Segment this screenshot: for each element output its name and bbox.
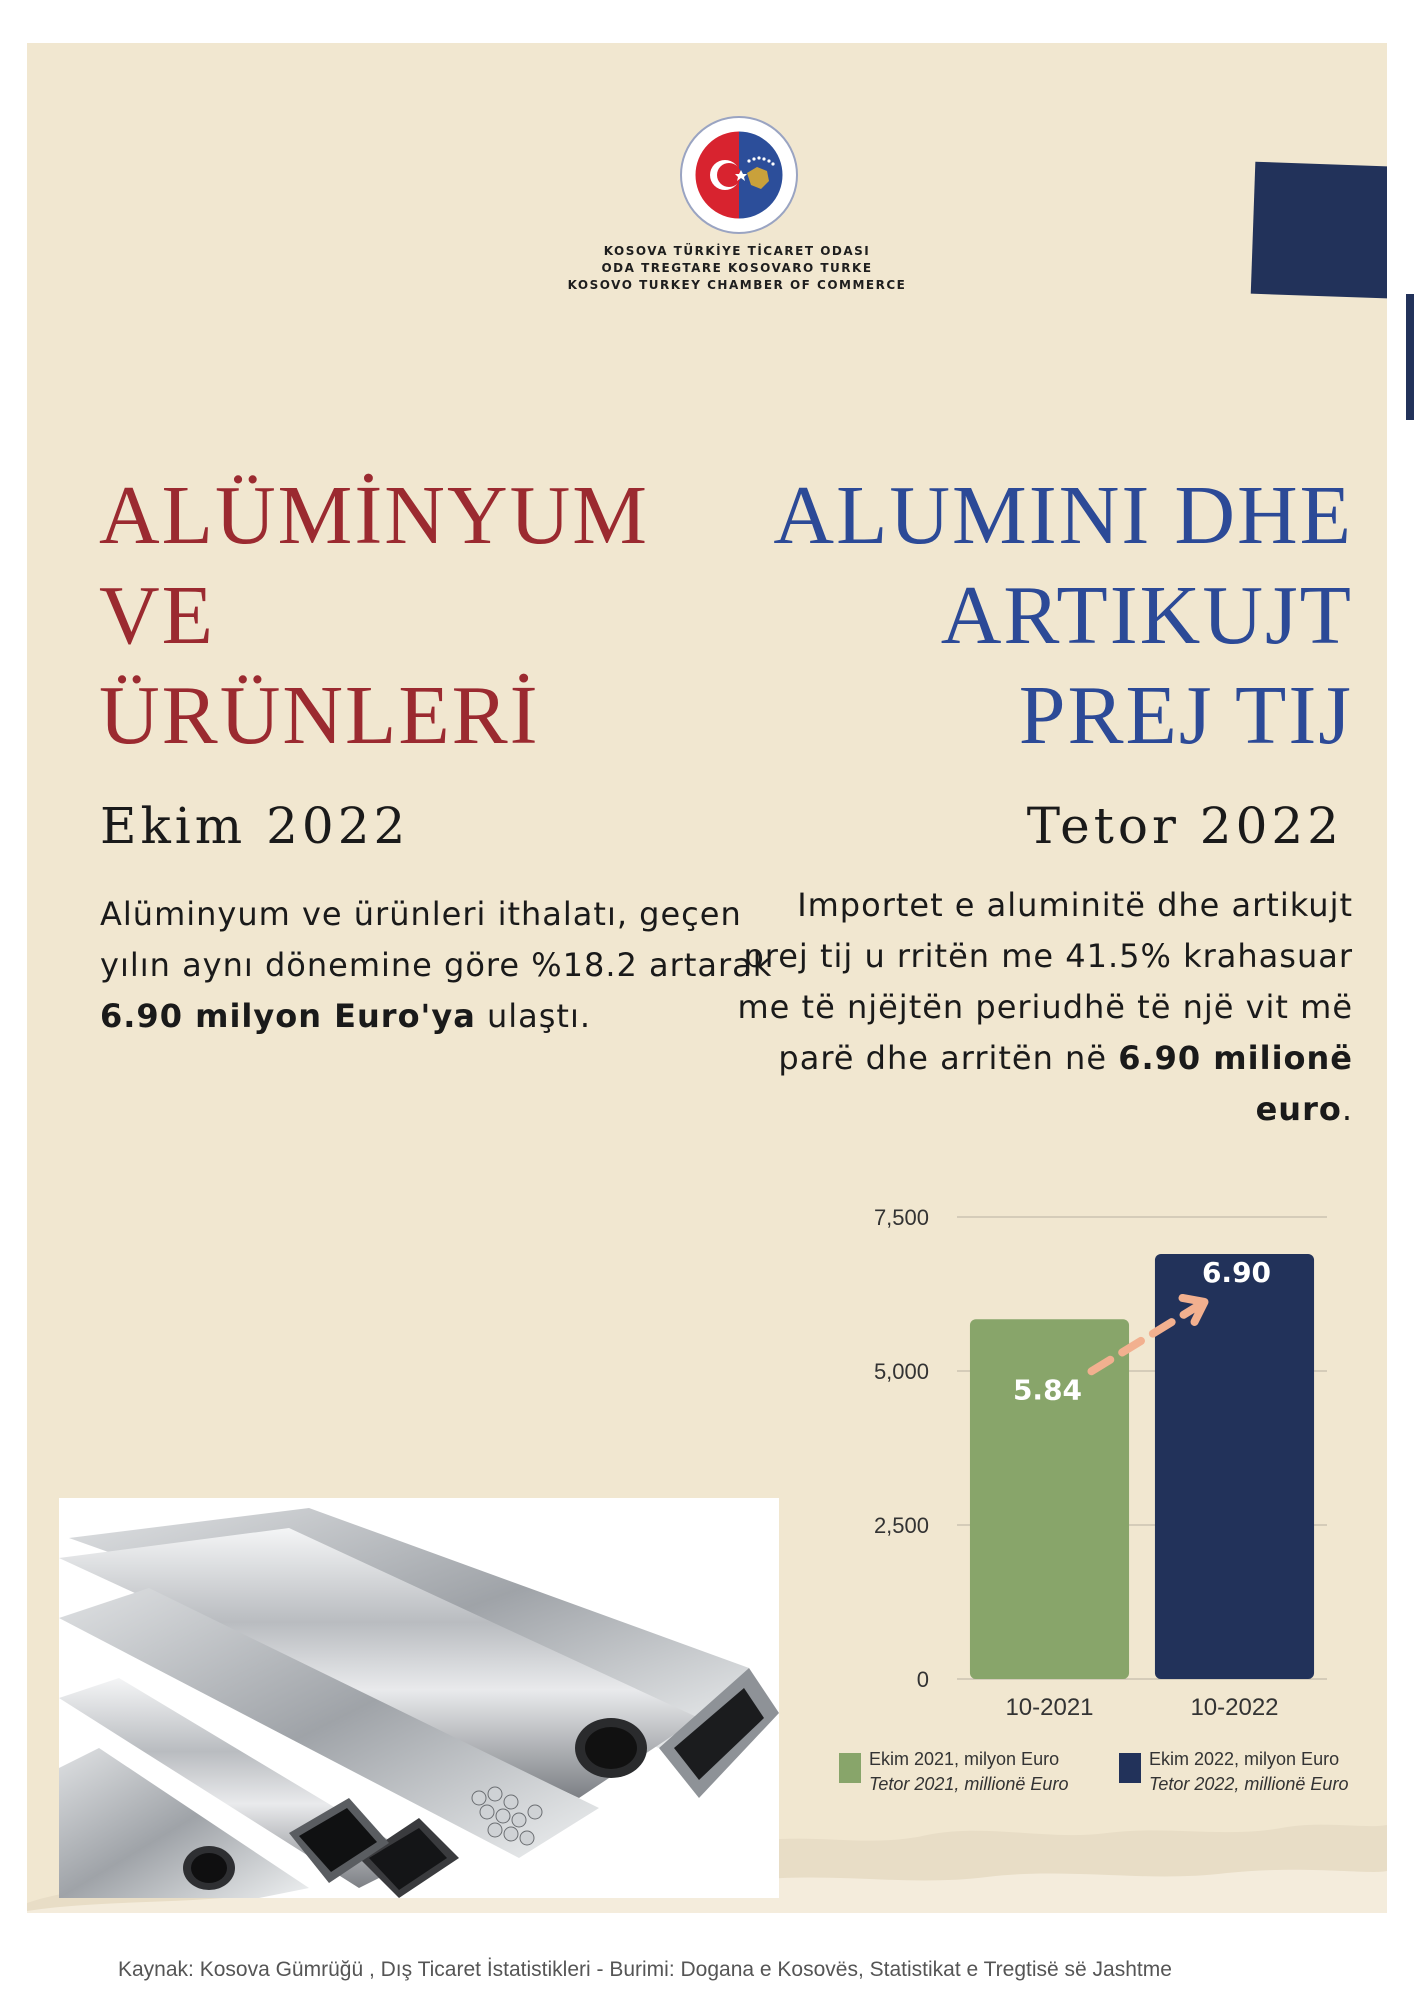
- date-albanian: Tetor 2022: [1026, 797, 1343, 855]
- legend-label: Tetor 2021, millionë Euro: [869, 1774, 1069, 1794]
- bar: [1155, 1254, 1314, 1679]
- description-turkish: [100, 889, 780, 1042]
- data-label: 5.84: [1012, 1373, 1083, 1407]
- title-tr-line: ÜRÜNLERİ: [99, 669, 540, 762]
- title-sq-line: ARTIKUJT: [940, 569, 1353, 662]
- y-tick-label: 0: [916, 1667, 929, 1692]
- edge-decorative-strip: [1406, 294, 1414, 420]
- desc-tr-end: ulaştı.: [475, 997, 592, 1035]
- title-sq-line: ALUMINI DHE: [773, 469, 1353, 562]
- title-turkish: [99, 466, 649, 766]
- legend-label: Ekim 2022, milyon Euro: [1149, 1749, 1340, 1769]
- legend-swatch: [839, 1753, 861, 1783]
- title-sq-line: PREJ TIJ: [1018, 669, 1353, 762]
- desc-tr-highlight: 6.90 milyon Euro'ya: [100, 997, 476, 1035]
- description-albanian: [733, 880, 1353, 1135]
- chamber-logo: [679, 115, 799, 235]
- org-name-en: KOSOVO TURKEY CHAMBER OF COMMERCE: [567, 278, 907, 292]
- desc-sq-text: Importet e aluminitë dhe artikujt prej tij u rritën me 41.5% krahasuar me të njëjtën periudhë të një vit më parë dhe arritën në: [737, 886, 1353, 1077]
- aluminum-pipes-image: [59, 1498, 779, 1898]
- legend-label: Ekim 2021, milyon Euro: [869, 1749, 1060, 1769]
- legend-label: Tetor 2022, millionë Euro: [1149, 1774, 1349, 1794]
- org-name-sq: ODA TREGTARE KOSOVARO TURKE: [601, 261, 873, 275]
- legend-swatch: [1119, 1753, 1141, 1783]
- y-tick-label: 5,000: [873, 1359, 929, 1384]
- x-tick-label: 10-2021: [1005, 1694, 1094, 1721]
- date-turkish: Ekim 2022: [100, 797, 410, 855]
- poster-background: [27, 43, 1387, 1913]
- org-name-tr: KOSOVA TÜRKİYE TİCARET ODASI: [603, 244, 871, 258]
- desc-sq-end: .: [1341, 1090, 1353, 1128]
- organization-name: [477, 243, 997, 294]
- y-tick-label: 2,500: [873, 1513, 929, 1538]
- data-label: 6.90: [1201, 1255, 1272, 1289]
- desc-tr-text: Alüminyum ve ürünleri ithalatı, geçen yılın aynı dönemine göre %18.2 artarak: [100, 895, 773, 984]
- y-tick-label: 7,500: [873, 1205, 929, 1230]
- desc-sq-highlight: 6.90 milionë euro: [1118, 1039, 1353, 1128]
- bar-chart: [837, 1183, 1357, 1823]
- source-note: Kaynak: Kosova Gümrüğü , Dış Ticaret İstatistikleri - Burimi: Dogana e Kosovës, Statistikat e Tregtisë së Jashtme: [118, 1958, 1172, 1981]
- title-albanian: [773, 466, 1353, 766]
- title-tr-line: VE: [99, 569, 215, 662]
- navy-decorative-block: [1251, 162, 1387, 301]
- title-tr-line: ALÜMİNYUM: [99, 469, 649, 562]
- x-tick-label: 10-2022: [1190, 1694, 1279, 1721]
